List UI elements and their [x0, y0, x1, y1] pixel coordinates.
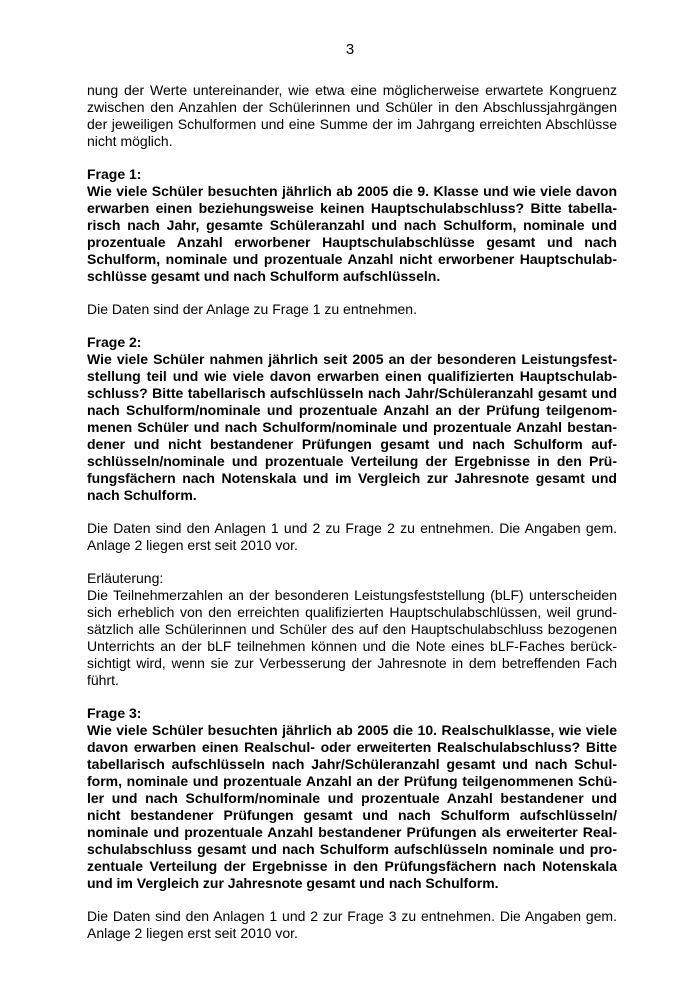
text-line: zentuale Verteilung der Ergebnisse in den Prüfungsfächern nach Notenskala	[87, 858, 617, 874]
text-line: stellung teil und wie viele davon erwarben einen qualifizierten Hauptschulab-	[87, 368, 617, 384]
text-line: führt.	[87, 672, 119, 688]
paragraph-frage2	[87, 334, 617, 504]
text-line: Wie viele Schüler nahmen jährlich seit 2005 an der besonderen Leistungsfest-	[87, 351, 617, 367]
text-line: Unterrichts an der bLF teilnehmen können und die Note eines bLF-Faches berück-	[87, 638, 617, 654]
text-line: risch nach Jahr, gesamte Schüleranzahl und nach Schulform, nominale und	[87, 217, 617, 233]
text-line: davon erwarben einen Realschul- oder erweiterten Realschulabschluss? Bitte	[87, 739, 617, 755]
paragraph-gap	[87, 689, 617, 705]
paragraph-erlaeuterung	[87, 570, 617, 689]
text-line: dener und nicht bestandener Prüfungen gesamt und nach Schulform auf-	[87, 436, 617, 452]
text-line: schlüsseln/nominale und prozentuale Verteilung der Ergebnisse in den Prü-	[87, 453, 617, 469]
section-heading: Frage 3:	[87, 705, 142, 721]
text-line: erwarben einen beziehungsweise keinen Hauptschulabschluss? Bitte tabella-	[87, 200, 617, 216]
text-line: nicht bestandener Prüfungen gesamt und nach Schulform aufschlüsseln/	[87, 807, 617, 823]
text-line: tabellarisch aufschlüsseln nach Jahr/Schüleranzahl gesamt und nach Schul-	[87, 756, 617, 772]
paragraph-gap	[87, 318, 617, 334]
text-line: schluss? Bitte tabellarisch aufschlüsseln nach Jahr/Schüleranzahl gesamt und	[87, 385, 617, 401]
text-line: und im Vergleich zur Jahresnote gesamt und nach Schulform.	[87, 875, 499, 891]
text-line: ler und nach Schulform/nominale und prozentuale Anzahl bestandener und	[87, 790, 617, 806]
text-line: Wie viele Schüler besuchten jährlich ab 2005 die 9. Klasse und wie viele davon	[87, 183, 617, 199]
text-line: Die Teilnehmerzahlen an der besonderen Leistungsfeststellung (bLF) unterscheiden	[87, 587, 617, 603]
paragraph-gap	[87, 892, 617, 908]
text-line: Die Daten sind den Anlagen 1 und 2 zu Frage 2 zu entnehmen. Die Angaben gem.	[87, 520, 617, 536]
paragraph-frage1	[87, 166, 617, 285]
text-line: menen Schüler und nach Schulform/nominale und prozentuale Anzahl bestan-	[87, 419, 617, 435]
paragraph-gap	[87, 285, 617, 301]
paragraph-gap	[87, 554, 617, 570]
text-line: Die Daten sind den Anlagen 1 und 2 zur Frage 3 zu entnehmen. Die Angaben gem.	[87, 908, 617, 924]
section-heading: Frage 2:	[87, 334, 142, 350]
section-heading: Frage 1:	[87, 166, 142, 182]
text-line: nach Schulform.	[87, 487, 197, 503]
document-body	[87, 82, 617, 942]
text-line: form, nominale und prozentuale Anzahl an der Prüfung teilgenommenen Schü-	[87, 773, 617, 789]
paragraph-intro	[87, 82, 617, 150]
text-line: prozentuale Anzahl erworbener Hauptschulabschlüsse gesamt und nach	[87, 234, 617, 250]
text-line: nach Schulform/nominale und prozentuale Anzahl an der Prüfung teilgenom-	[87, 402, 617, 418]
paragraph-frage3	[87, 705, 617, 892]
text-line: schlüsse gesamt und nach Schulform aufschlüsseln.	[87, 268, 441, 284]
text-line: zwischen den Anzahlen der Schülerinnen und Schüler in den Abschlussjahrgängen	[87, 99, 617, 115]
text-line: der jeweiligen Schulformen und eine Summe der im Jahrgang erreichten Abschlüsse	[87, 116, 617, 132]
paragraph-gap	[87, 504, 617, 520]
text-line: Anlage 2 liegen erst seit 2010 vor.	[87, 537, 298, 553]
text-line: nominale und prozentuale Anzahl bestandener Prüfungen als erweiterter Real-	[87, 824, 617, 840]
paragraph-antwort1	[87, 301, 617, 318]
text-line: schulabschluss gesamt und nach Schulform aufschlüsseln nominale und pro-	[87, 841, 617, 857]
text-line: sich erheblich von den erreichten qualifizierten Hauptschulabschlüssen, weil grund-	[87, 604, 617, 620]
paragraph-antwort3	[87, 908, 617, 942]
page-number: 3	[345, 41, 355, 58]
text-line: Die Daten sind der Anlage zu Frage 1 zu entnehmen.	[87, 301, 417, 317]
text-line: sätzlich alle Schülerinnen und Schüler des auf den Hauptschulabschluss bezogenen	[87, 621, 617, 637]
text-line: nicht möglich.	[87, 133, 173, 149]
text-line: fungsfächern nach Notenskala und im Vergleich zur Jahresnote gesamt und	[87, 470, 617, 486]
text-line: nung der Werte untereinander, wie etwa eine möglicherweise erwartete Kongruenz	[87, 82, 617, 98]
text-line: Schulform, nominale und prozentuale Anzahl nicht erworbener Hauptschulab-	[87, 251, 617, 267]
text-line: sichtigt wird, wenn sie zur Verbesserung der Jahresnote in dem betreffenden Fach	[87, 655, 617, 671]
section-heading: Erläuterung:	[87, 570, 164, 586]
text-line: Wie viele Schüler besuchten jährlich ab 2005 die 10. Realschulklasse, wie viele	[87, 722, 617, 738]
paragraph-gap	[87, 150, 617, 166]
text-line: Anlage 2 liegen erst seit 2010 vor.	[87, 925, 298, 941]
paragraph-antwort2	[87, 520, 617, 554]
